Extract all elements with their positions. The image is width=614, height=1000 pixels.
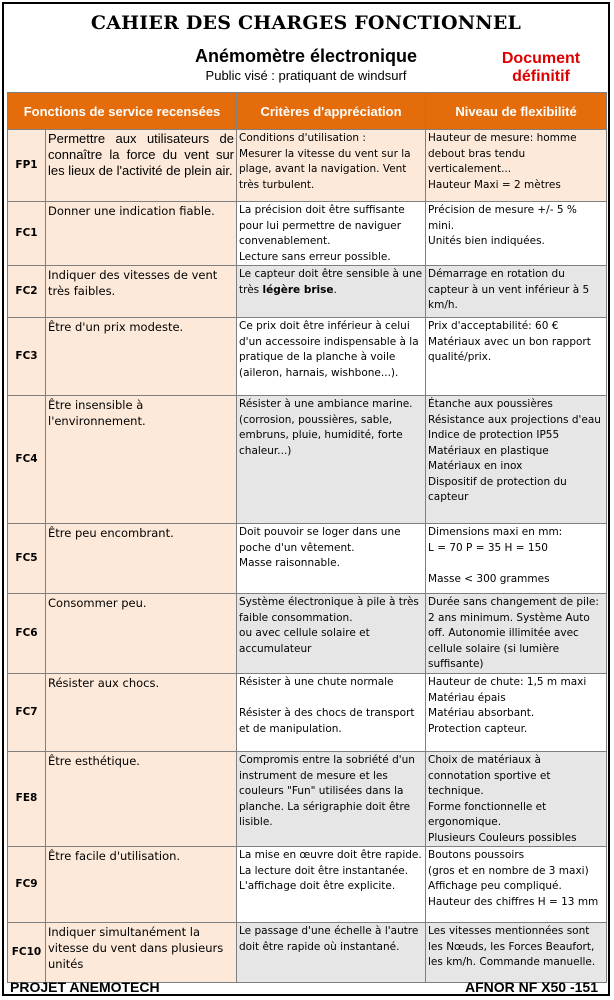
function-description: Résister aux chocs. xyxy=(46,674,237,752)
function-description: Être esthétique. xyxy=(46,752,237,847)
criteria-cell: Résister à une ambiance marine. (corrosion, poussières, sable, embruns, pluie, humidité, forte chaleur...) xyxy=(237,396,426,524)
table-row xyxy=(8,130,607,202)
function-description: Indiquer des vitesses de vent très faibles. xyxy=(46,266,237,318)
flexibility-cell: Précision de mesure +/- 5 % mini. Unités bien indiquées. xyxy=(426,202,607,266)
function-code: FC3 xyxy=(8,318,46,396)
flexibility-cell: Prix d'acceptabilité: 60 € Matériaux avec un bon rapport qualité/prix. xyxy=(426,318,607,396)
table-row xyxy=(8,674,607,752)
specification-table xyxy=(7,92,607,983)
flexibility-cell: Durée sans changement de pile: 2 ans minimum. Système Auto off. Autonomie illimitée avec cellule solaire (si lumière suffisante) xyxy=(426,594,607,674)
function-code: FC5 xyxy=(8,524,46,594)
function-code: FC1 xyxy=(8,202,46,266)
function-description: Permettre aux utilisateurs de connaître la force du vent sur les lieux de l'activité de plein air. xyxy=(46,130,237,202)
column-header-criteria: Critères d'appréciation xyxy=(237,93,426,130)
function-description: Indiquer simultanément la vitesse du vent dans plusieurs unités xyxy=(46,923,237,983)
product-subtitle: Anémomètre électronique xyxy=(194,46,418,66)
criteria-cell: Le passage d'une échelle à l'autre doit être rapide où instantané. xyxy=(237,923,426,983)
flexibility-cell: Boutons poussoirs (gros et en nombre de 3 maxi) Affichage peu compliqué. Hauteur des chiffres H = 13 mm xyxy=(426,847,607,923)
function-code: FC2 xyxy=(8,266,46,318)
criteria-cell: La mise en œuvre doit être rapide. La lecture doit être instantanée. L'affichage doit être explicite. xyxy=(237,847,426,923)
function-description: Être d'un prix modeste. xyxy=(46,318,237,396)
criteria-cell: Ce prix doit être inférieur à celui d'un accessoire indispensable à la pratique de la planche à voile (aileron, harnais, wishbone...). xyxy=(237,318,426,396)
column-header-flexibility: Niveau de flexibilité xyxy=(426,93,607,130)
function-code: FC9 xyxy=(8,847,46,923)
criteria-cell: Résister à une chute normale Résister à des chocs de transport et de manipulation. xyxy=(237,674,426,752)
function-description: Donner une indication fiable. xyxy=(46,202,237,266)
flexibility-cell: Hauteur de mesure: homme debout bras tendu verticalement... Hauteur Maxi = 2 mètres xyxy=(426,130,607,202)
function-code: FE8 xyxy=(8,752,46,847)
function-description: Être facile d'utilisation. xyxy=(46,847,237,923)
criteria-cell: Compromis entre la sobriété d'un instrument de mesure et les couleurs "Fun" utilisées dans la planche. La sérigraphie doit être lisible. xyxy=(237,752,426,847)
flexibility-cell: Les vitesses mentionnées sont les Nœuds, les Forces Beaufort, les km/h. Commande manuelle. xyxy=(426,923,607,983)
project-name: PROJET ANEMOTECH xyxy=(10,979,160,995)
function-code: FC10 xyxy=(8,923,46,983)
table-header-row xyxy=(8,93,607,130)
criteria-cell: Système électronique à pile à très faible consommation. ou avec cellule solaire et accumulateur xyxy=(237,594,426,674)
table-row xyxy=(8,594,607,674)
function-code: FC4 xyxy=(8,396,46,524)
table-row xyxy=(8,923,607,983)
page-title: CAHIER DES CHARGES FONCTIONNEL xyxy=(90,12,522,34)
flexibility-cell: Étanche aux poussières Résistance aux projections d'eau Indice de protection IP55 Matériaux en plastique Matériaux en inox Dispositif de protection du capteur xyxy=(426,396,607,524)
standard-reference: AFNOR NF X50 -151 xyxy=(464,979,598,995)
table-row xyxy=(8,524,607,594)
flexibility-cell: Démarrage en rotation du capteur à un vent inférieur à 5 km/h. xyxy=(426,266,607,318)
criteria-text-end: . xyxy=(333,283,337,296)
criteria-cell: Conditions d'utilisation : Mesurer la vitesse du vent sur la plage, avant la navigation. Vent très turbulent. xyxy=(237,130,426,202)
table-row xyxy=(8,752,607,847)
table-row xyxy=(8,847,607,923)
document-sheet xyxy=(2,2,610,996)
flexibility-cell: Hauteur de chute: 1,5 m maxi Matériau épais Matériau absorbant. Protection capteur. xyxy=(426,674,607,752)
criteria-cell: Doit pouvoir se loger dans une poche d'un vêtement. Masse raisonnable. xyxy=(237,524,426,594)
flexibility-cell: Choix de matériaux à connotation sportive et technique. Forme fonctionnelle et ergonomique. Plusieurs Couleurs possibles xyxy=(426,752,607,847)
document-status: Document définitif xyxy=(501,50,581,85)
function-description: Être insensible à l'environnement. xyxy=(46,396,237,524)
function-description: Consommer peu. xyxy=(46,594,237,674)
criteria-cell: La précision doit être suffisante pour lui permettre de naviguer convenablement. Lecture sans erreur possible. xyxy=(237,202,426,266)
column-header-functions: Fonctions de service recensées xyxy=(8,93,237,130)
criteria-cell xyxy=(237,266,426,318)
flexibility-cell: Dimensions maxi en mm: L = 70 P = 35 H = 150 Masse < 300 grammes xyxy=(426,524,607,594)
table-row xyxy=(8,396,607,524)
table-row xyxy=(8,318,607,396)
function-description: Être peu encombrant. xyxy=(46,524,237,594)
criteria-emphasis: légère brise xyxy=(262,283,334,296)
function-code: FP1 xyxy=(8,130,46,202)
function-code: FC7 xyxy=(8,674,46,752)
criteria-text: Le capteur doit être sensible à une très xyxy=(239,268,423,296)
target-audience: Public visé : pratiquant de windsurf xyxy=(205,68,407,83)
table-row xyxy=(8,266,607,318)
table-row xyxy=(8,202,607,266)
function-code: FC6 xyxy=(8,594,46,674)
